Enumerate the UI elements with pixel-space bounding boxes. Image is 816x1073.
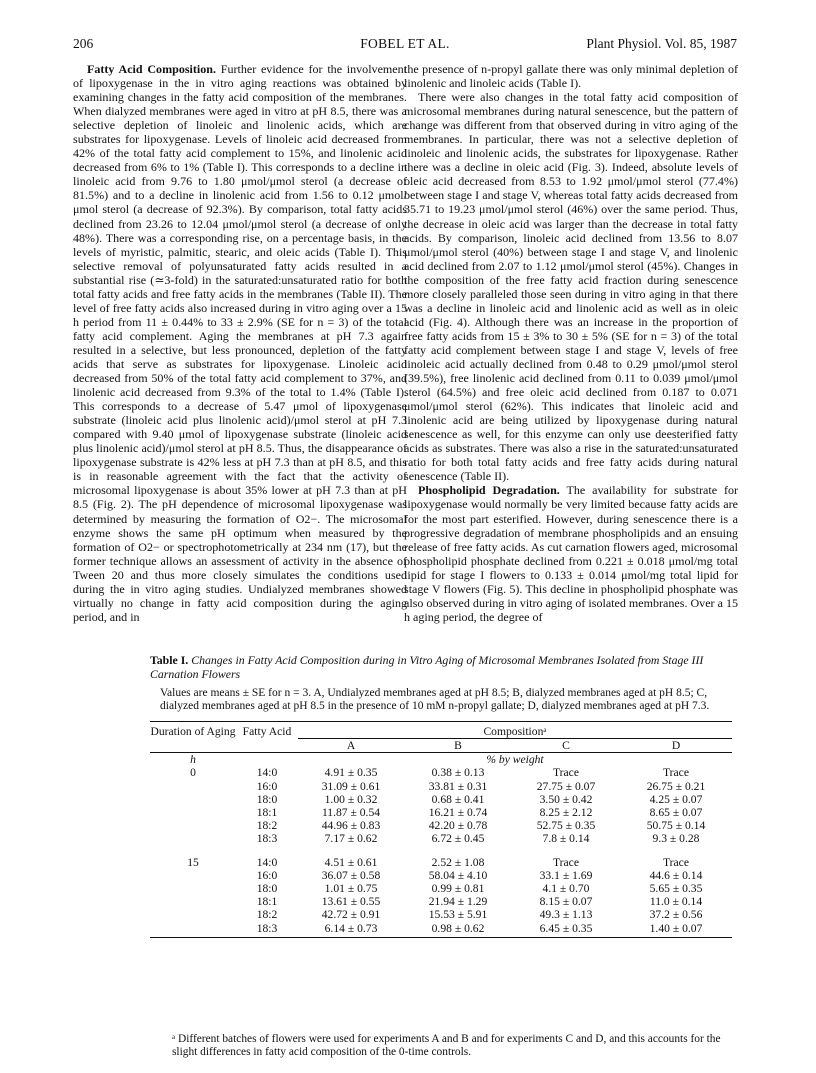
section-heading-phospholipid: Phospholipid Degradation. [418, 483, 560, 498]
table-row [150, 882, 732, 895]
section-heading-fatty-acid: Fatty Acid Composition. [87, 62, 216, 76]
value-cell-b: 0.99 ± 0.81 [431, 882, 485, 896]
table-row [150, 766, 732, 779]
value-cell-d: Trace [663, 855, 689, 869]
table-row [150, 806, 732, 819]
table-1 [150, 653, 732, 938]
header-col-a: A [346, 739, 356, 753]
right-column [404, 62, 738, 624]
value-cell-a: 13.61 ± 0.55 [321, 895, 381, 909]
table-footnote: ᵃ Different batches of flowers were used for experiments A and B and for experiments C and D, and this accounts for the slight differences in fatty acid composition of the 0-time controls. [172, 1033, 721, 1059]
value-cell-c: 8.25 ± 2.12 [539, 806, 593, 820]
value-cell-a: 44.96 ± 0.83 [321, 819, 381, 833]
duration-cell: 0 [190, 766, 196, 780]
journal-citation: Plant Physiol. Vol. 85, 1987 [586, 36, 737, 51]
header-col-b: B [454, 739, 462, 753]
value-cell-b: 2.52 ± 1.08 [431, 855, 485, 869]
header-duration: Duration of Aging [150, 724, 236, 738]
fatty-acid-table [150, 722, 732, 935]
value-cell-d: 44.6 ± 0.14 [649, 868, 703, 882]
value-cell-a: 7.17 ± 0.62 [324, 832, 378, 846]
senescence-paragraph: There were also changes in the total fatty acid composition of microsomal membranes during natural senescence, but the pattern of change was different from that observed during in vitro aging of the membranes. In particular, there was not a selective depletion of linoleic and linolenic acids, the substrates for lipoxygenase. Rather there was a decline in oleic acid (Fig. 3). Indeed, absolute levels of oleic acid decreased from 8.53 to 1.92 μmol/μmol sterol (77.4%) between stage I and stage V, whereas total fatty acids decreased from 35.71 to 19.23 μmol/μmol sterol (46%) over the same period. Thus, the decrease in oleic acid was larger than the decrease in total fatty acids. By comparison, linoleic acid declined from 13.56 to 8.07 μmol/μmol sterol (40%) between stage I and stage V, and linolenic acid declined from 2.07 to 1.12 μmol/μmol sterol (45%). Changes in the composition of the free fatty acid fraction during senescence more closely paralleled those seen during in vitro aging in that there was a decline in linoleic acid and linolenic acid as well as in oleic acid (Fig. 4). Although there was an increase in the proportion of free fatty acids from 15 ± 3% to 30 ± 5% (SE for n = 3) of the total fatty acid complement between stage I and stage V, levels of free linoleic acid actually declined from 0.48 to 0.29 μmol/μmol sterol (39.5%), free linolenic acid declined from 0.11 to 0.039 μmol/μmol sterol (64.5%) and free oleic acid declined from 0.187 to 0.071 μmol/μmol sterol (62%). This indicates that linoleic acid and linolenic acid are being utilized by lipoxygenase during natural senescence as well, for this enzyme can only use deesterified fatty acids as substrates. There was also a rise in the saturated:unsaturated ratio for both total fatty acids and free fatty acids during natural senescence (Table II). [404, 90, 738, 484]
table-row [150, 780, 732, 793]
fatty-acid-cell: 18:3 [256, 921, 278, 935]
duration-cell [150, 806, 236, 819]
value-cell-b: 16.21 ± 0.74 [428, 806, 488, 820]
unit-h: h [190, 753, 196, 767]
value-cell-a: 4.51 ± 0.61 [324, 855, 378, 869]
table-row [150, 895, 732, 908]
table-units-row [150, 753, 732, 767]
value-cell-d: 26.75 ± 0.21 [646, 779, 706, 793]
value-cell-d: Trace [663, 766, 689, 780]
duration-cell [150, 819, 236, 832]
duration-cell: 15 [187, 855, 199, 869]
table-caption [150, 653, 732, 681]
fatty-acid-paragraph [73, 62, 407, 624]
fatty-acid-text: Further evidence for the involvement of lipoxygenase in the in vitro aging reactions was obtained by examining changes in the fatty acid composition of the membranes. When dialyzed membranes were aged in vitro at pH 8.5, there was a selective depletion of linoleic and linolenic acids, which are substrates for lipoxygenase. Levels of linoleic acid decreased from 42% of the total fatty acid complement to 15%, and linolenic acid decreased from 6% to 1% (Table I). This corresponds to a decline in linoleic acid from 9.76 to 1.80 μmol/μmol sterol (a decrease of 81.5%) and to a decline in linolenic acid from 1.56 to 0.12 μmol/μmol sterol (a decrease of 92.3%). By comparison, total fatty acids declined from 23.26 to 12.04 μmol/μmol sterol (a decrease of only 48%). There was a corresponding rise, on a percentage basis, in the levels of myristic, palmitic, stearic, and oleic acids (Table I). This selective removal of polyunsaturated fatty acids resulted in a substantial rise (≃3-fold) in the saturated:unsaturated ratio for both total fatty acids and free fatty acids in the membranes (Table II). The level of free fatty acids also increased during in vitro aging over a 15 h period from 11 ± 0.44% to 33 ± 2.9% (SE for n = 3) of the total fatty acid complement. Aging the membranes at pH 7.3 again resulted in a selective, but less pronounced, depletion of the fatty acids that serve as substrates for lipoxygenase. Linoleic acid decreased from 50% of the total fatty acid complement to 37%, and linolenic acid decreased from 9.3% of the total to 1.4% (Table I). This corresponds to a decrease of 5.47 μmol of lipoxygenase substrate (linoleic acid plus linolenic acid)/μmol sterol at pH 7.3 compared with 9.40 μmol of lipoxygenase substrate (linoleic acid plus linolenic acid)/μmol sterol at pH 8.5. Thus, the disappearance of lipoxygenase substrate is 42% less at pH 7.3 than at pH 8.5, and this is in reasonable agreement with the fact that the activity of microsomal lipoxygenase is about 35% lower at pH 7.3 than at pH 8.5 (Fig. 2). The pH dependence of microsomal lipoxygenase was determined by measuring the formation of O2−. The microsomal enzyme shows the same pH optimum when measured by the formation of O2− or spectrophotometrically at 234 nm (17), but the former technique allows an assessment of activity in the absence of Tween 20 and thus more closely simulates the conditions used during the in vitro aging studies. Undialyzed membranes showed virtually no change in fatty acid composition during the aging period, and in [73, 62, 408, 624]
value-cell-b: 33.81 ± 0.31 [428, 779, 488, 793]
table-row [150, 869, 732, 882]
running-authors: FOBEL ET AL. [360, 36, 450, 51]
continuation-paragraph: the presence of n-propyl gallate there was only minimal depletion of linolenic and linoleic acids (Table I). [404, 62, 738, 91]
duration-cell [150, 832, 236, 845]
value-cell-a: 1.00 ± 0.32 [324, 792, 378, 806]
value-cell-a: 42.72 ± 0.91 [321, 908, 381, 922]
duration-cell [150, 908, 236, 921]
value-cell-a: 6.14 ± 0.73 [324, 921, 378, 935]
running-header [73, 36, 737, 54]
duration-cell [150, 869, 236, 882]
value-cell-b: 0.38 ± 0.13 [431, 766, 485, 780]
fatty-acid-cell: 18:0 [256, 882, 278, 896]
phospholipid-text: The availability for substrate for lipoxygenase would normally be very limited because fatty acids are for the most part esterified. However, during senescence there is a progressive degradation of membrane phospholipids and an ensuing release of free fatty acids. As cut carnation flowers aged, microsomal phospholipid phosphate declined from 0.221 ± 0.018 μmol/mg total lipid for stage I flowers to 0.133 ± 0.014 μmol/mg total lipid for stage V flowers (Fig. 5). This decline in phospholipid phosphate was also observed during in vitro aging of isolated membranes. Over a 15 h aging period, the degree of [404, 483, 739, 624]
value-cell-d: 9.3 ± 0.28 [652, 832, 700, 846]
value-cell-b: 6.72 ± 0.45 [431, 832, 485, 846]
value-cell-b: 15.53 ± 5.91 [428, 908, 488, 922]
value-cell-a: 1.01 ± 0.75 [324, 882, 378, 896]
duration-cell [150, 780, 236, 793]
left-column [73, 62, 407, 624]
duration-cell [150, 922, 236, 935]
duration-cell [150, 882, 236, 895]
value-cell-c: Trace [553, 855, 579, 869]
table-title: Changes in Fatty Acid Composition during in Vitro Aging of Microsomal Membranes Isolated from Stage III Carnation Flowers [150, 653, 704, 681]
value-cell-a: 4.91 ± 0.35 [324, 766, 378, 780]
value-cell-b: 58.04 ± 4.10 [428, 868, 488, 882]
value-cell-d: 50.75 ± 0.14 [646, 819, 706, 833]
table-bottom-rule [150, 937, 732, 938]
duration-cell [150, 793, 236, 806]
value-cell-d: 8.65 ± 0.07 [649, 806, 703, 820]
value-cell-c: 8.15 ± 0.07 [539, 895, 593, 909]
phospholipid-paragraph [404, 483, 738, 623]
value-cell-c: 33.1 ± 1.69 [539, 868, 593, 882]
fatty-acid-cell: 18:1 [256, 806, 278, 820]
value-cell-b: 0.98 ± 0.62 [431, 921, 485, 935]
table-row [150, 922, 732, 935]
duration-cell [150, 895, 236, 908]
table-row [150, 793, 732, 806]
value-cell-d: 37.2 ± 0.56 [649, 908, 703, 922]
table-row [150, 846, 732, 869]
value-cell-a: 36.07 ± 0.58 [321, 868, 381, 882]
header-composition: Compositionᵃ [298, 722, 732, 739]
table-note: Values are means ± SE for n = 3. A, Undialyzed membranes aged at pH 8.5; B, dialyzed membranes aged at pH 8.5; C, dialyzed membranes aged at pH 8.5 in the presence of 10 mM n-propyl gallate; D, dialyzed membranes aged at pH 7.3. [160, 687, 710, 713]
table-row [150, 908, 732, 921]
unit-percent: % by weight [486, 753, 544, 767]
table-label: Table I. [150, 653, 189, 667]
value-cell-c: 52.75 ± 0.35 [536, 819, 596, 833]
value-cell-c: 3.50 ± 0.42 [539, 792, 593, 806]
fatty-acid-cell: 16:0 [256, 868, 278, 882]
fatty-acid-cell: 18:0 [256, 792, 278, 806]
table-row [150, 819, 732, 832]
fatty-acid-cell: 14:0 [256, 766, 278, 780]
value-cell-c: 27.75 ± 0.07 [536, 779, 596, 793]
header-col-d: D [671, 739, 681, 753]
value-cell-c: 7.8 ± 0.14 [542, 832, 590, 846]
page-number: 206 [73, 36, 94, 51]
table-header-row [150, 722, 732, 739]
value-cell-d: 11.0 ± 0.14 [649, 895, 703, 909]
fatty-acid-cell: 18:1 [256, 895, 278, 909]
value-cell-a: 11.87 ± 0.54 [321, 806, 381, 820]
fatty-acid-cell: 16:0 [256, 779, 278, 793]
value-cell-c: Trace [553, 766, 579, 780]
table-row [150, 832, 732, 845]
value-cell-d: 4.25 ± 0.07 [649, 792, 703, 806]
value-cell-c: 4.1 ± 0.70 [542, 882, 590, 896]
fatty-acid-cell: 18:2 [256, 819, 278, 833]
value-cell-d: 1.40 ± 0.07 [649, 921, 703, 935]
fatty-acid-cell: 18:3 [256, 832, 278, 846]
value-cell-b: 42.20 ± 0.78 [428, 819, 488, 833]
value-cell-a: 31.09 ± 0.61 [321, 779, 381, 793]
value-cell-b: 0.68 ± 0.41 [431, 792, 485, 806]
header-fatty-acid: Fatty Acid [242, 724, 292, 738]
fatty-acid-cell: 18:2 [256, 908, 278, 922]
value-cell-c: 6.45 ± 0.35 [539, 921, 593, 935]
value-cell-b: 21.94 ± 1.29 [428, 895, 488, 909]
value-cell-c: 49.3 ± 1.13 [539, 908, 593, 922]
value-cell-d: 5.65 ± 0.35 [649, 882, 703, 896]
fatty-acid-cell: 14:0 [256, 855, 278, 869]
header-col-c: C [562, 739, 570, 753]
